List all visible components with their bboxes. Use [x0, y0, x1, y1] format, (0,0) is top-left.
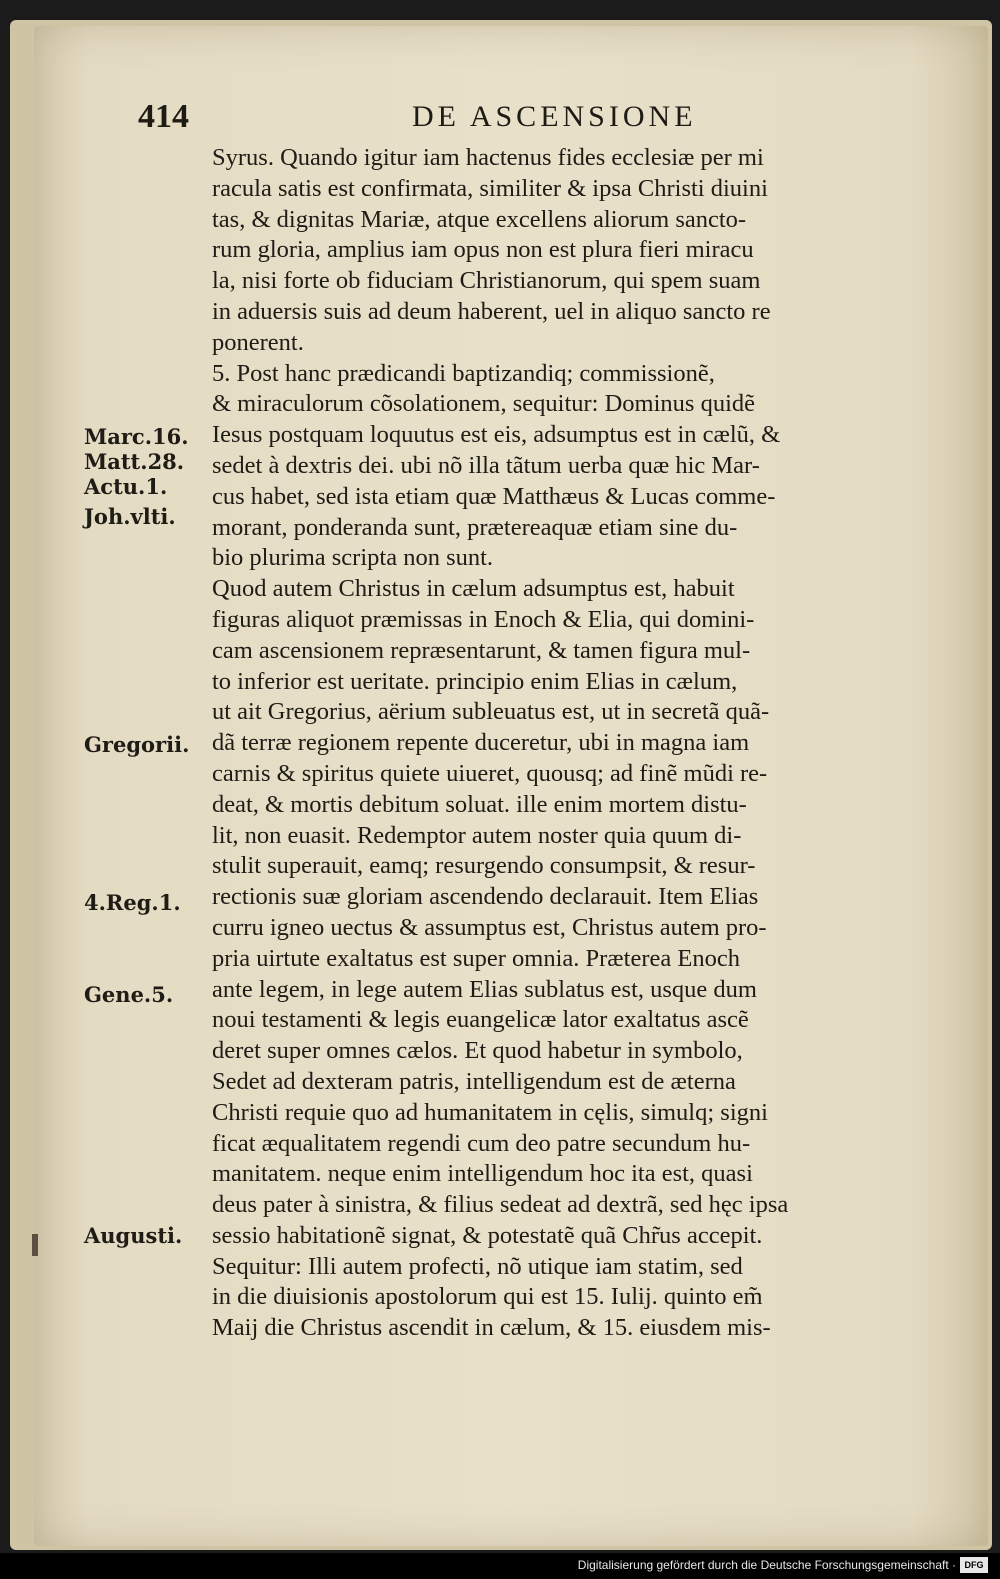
text-line: rum gloria, amplius iam opus non est plura fieri miracu	[212, 236, 754, 264]
text-line: ponerent.	[212, 328, 304, 356]
text-line: in die diuisionis apostolorum qui est 15. Iulij. quinto em̃	[212, 1283, 763, 1311]
text-line: deat, & mortis debitum soluat. ille enim mortem distu-	[212, 790, 747, 818]
text-line: lit, non euasit. Redemptor autem noster quia quum di-	[212, 821, 742, 849]
text-line: curru igneo uectus & assumptus est, Christus autem pro-	[212, 913, 767, 941]
text-line: 5. Post hanc prædicandi baptizandiq; commissionẽ,	[212, 359, 715, 387]
text-line: ut ait Gregorius, aërium subleuatus est, ut in secretã quã-	[212, 698, 770, 726]
text-line: Iesus postquam loquutus est eis, adsumptus est in cælũ, &	[212, 421, 781, 449]
text-line: figuras aliquot præmissas in Enoch & Elia, qui domini-	[212, 605, 755, 633]
text-line: deret super omnes cælos. Et quod habetur in symbolo,	[212, 1037, 743, 1065]
margin-note-gregorius: Gregorii.	[84, 732, 190, 757]
text-line: deus pater à sinistra, & filius sedeat ad dextrã, sed hęc ipsa	[212, 1191, 789, 1219]
text-line: & miraculorum cõsolationem, sequitur: Dominus quidẽ	[212, 390, 755, 418]
text-line: morant, ponderanda sunt, prætereaquæ etiam sine du-	[212, 513, 738, 541]
margin-note-joh: Joh.vlti.	[84, 504, 176, 529]
text-line: stulit superauit, eamq; resurgendo consumpsit, & resur-	[212, 852, 756, 880]
margin-note-matt: Matt.28.	[84, 449, 185, 474]
text-line: bio plurima scripta non sunt.	[212, 544, 494, 572]
margin-note-reg: 4.Reg.1.	[84, 890, 181, 915]
text-line: carnis & spiritus quiete uiueret, quousq; ad finẽ mũdi re-	[212, 759, 768, 787]
text-line: cam ascensionem repræsentarunt, & tamen figura mul-	[212, 636, 751, 664]
text-line: racula satis est confirmata, similiter & ipsa Christi diuini	[212, 174, 768, 202]
text-line: la, nisi forte ob fiduciam Christianorum, qui spem suam	[212, 267, 761, 295]
footer-bar	[0, 1553, 1000, 1579]
page-header	[0, 98, 1000, 138]
margin-note-augusti: Augusti.	[84, 1223, 183, 1248]
footer-credit: Digitalisierung gefördert durch die Deutsche Forschungsgemeinschaft ·	[577, 1558, 956, 1572]
text-line: to inferior est ueritate. principio enim Elias in cælum,	[212, 667, 738, 695]
text-line: manitatem. neque enim intelligendum hoc ita est, quasi	[212, 1160, 753, 1188]
text-line: Christi requie quo ad humanitatem in cęlis, simulq; signi	[212, 1098, 768, 1126]
page-number: 414	[138, 98, 189, 135]
text-line: ante legem, in lege autem Elias sublatus est, usque dum	[212, 975, 757, 1003]
text-line: Quod autem Christus in cælum adsumptus est, habuit	[212, 575, 735, 603]
text-line: tas, & dignitas Mariæ, atque excellens aliorum sancto-	[212, 205, 747, 233]
text-line: cus habet, sed ista etiam quæ Matthæus & Lucas comme-	[212, 482, 776, 510]
text-line: sedet à dextris dei. ubi nõ illa tãtum uerba quæ hic Mar-	[212, 451, 760, 479]
text-line: ficat æqualitatem regendi cum deo patre secundum hu-	[212, 1129, 751, 1157]
text-line: in aduersis suis ad deum haberent, uel in aliquo sancto re	[212, 297, 771, 325]
text-line: rectionis suæ gloriam ascendendo declarauit. Item Elias	[212, 883, 759, 911]
text-line: dã terræ regionem repente duceretur, ubi in magna iam	[212, 729, 750, 757]
text-line: pria uirtute exaltatus est super omnia. Præterea Enoch	[212, 944, 740, 972]
text-line: Syrus. Quando igitur iam hactenus fides ecclesiæ per mi	[212, 144, 764, 171]
text-line: Maij die Christus ascendit in cælum, & 15. eiusdem mis-	[212, 1314, 771, 1342]
running-head: DE ASCENSIONE	[412, 100, 697, 133]
margin-note-gene: Gene.5.	[84, 982, 174, 1007]
dfg-logo-icon: DFG	[960, 1557, 988, 1573]
margin-note-actu: Actu.1.	[84, 474, 168, 499]
binding-mark	[32, 1234, 38, 1256]
text-line: sessio habitationẽ signat, & potestatẽ quã Chr̃us accepit.	[212, 1221, 763, 1249]
text-line: Sequitur: Illi autem profecti, nõ utique iam statim, sed	[212, 1252, 743, 1280]
text-line: Sedet ad dexteram patris, intelligendum est de æterna	[212, 1067, 736, 1095]
text-line: noui testamenti & legis euangelicæ lator exaltatus ascẽ	[212, 1006, 749, 1034]
margin-note-marc: Marc.16.	[84, 424, 189, 449]
main-text	[212, 143, 924, 1344]
